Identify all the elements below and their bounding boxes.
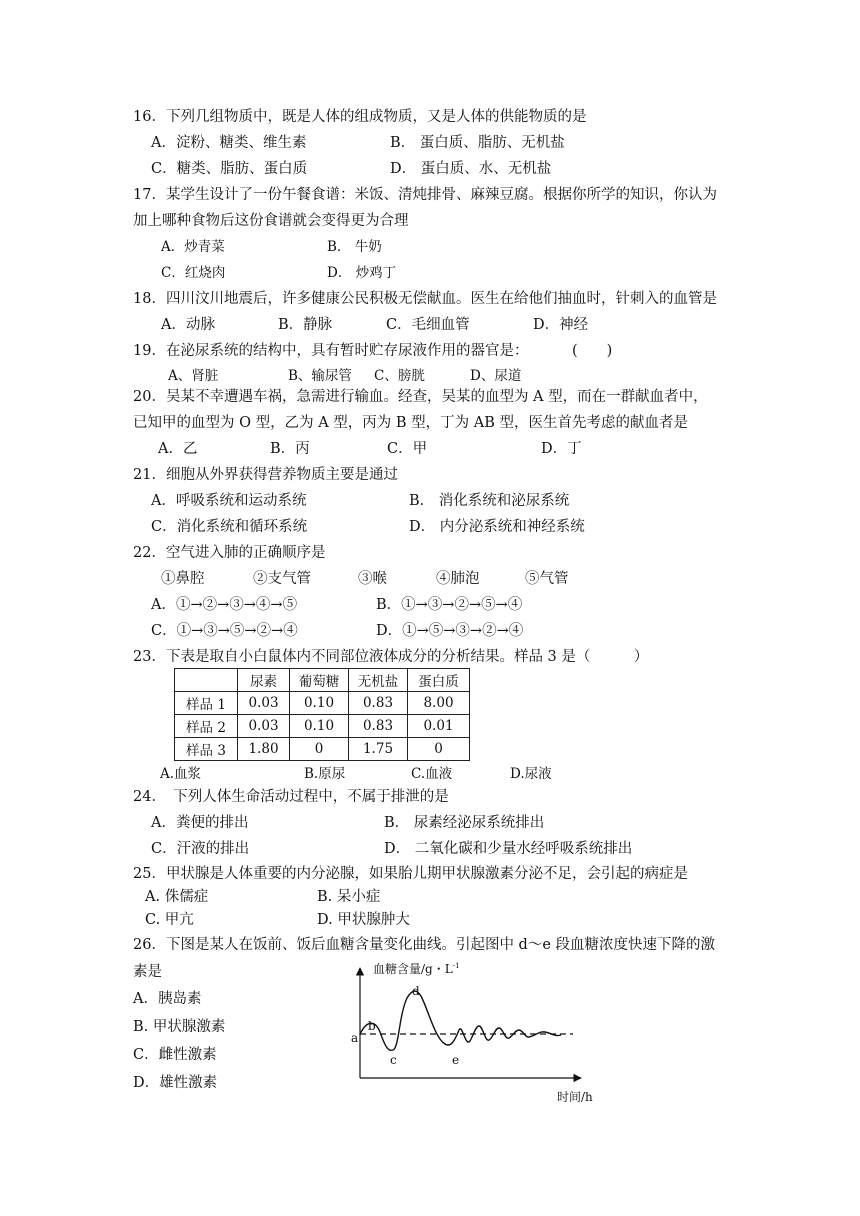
table-header-cell: 无机盐 (349, 669, 408, 692)
q16-option-a: A．淀粉、糖类、维生素 (151, 135, 307, 151)
table-row (175, 738, 470, 761)
q17-stem-line1: 17．某学生设计了一份午餐食谱：米饭、清炖排骨、麻辣豆腐。根据你所学的知识，你认为 (133, 187, 717, 203)
point-label-e: e (452, 1053, 460, 1067)
q16-option-c: C．糖类、脂肪、蛋白质 (151, 161, 308, 177)
table-cell: 样品 2 (175, 715, 238, 738)
q24-option-b: B． 尿素经泌尿系统排出 (384, 815, 545, 831)
q19-answer-bracket: ( ) (572, 343, 613, 359)
point-label-c: c (390, 1053, 397, 1067)
q25-option-b: B. 呆小症 (317, 889, 381, 905)
q26-stem-line1: 26．下图是某人在饭前、饭后血糖含量变化曲线。引起图中 d～e 段血糖浓度快速下降的激 (133, 937, 716, 953)
q26-option-b: B. 甲状腺激素 (133, 1019, 226, 1035)
q21-option-c: C．消化系统和循环系统 (151, 519, 308, 535)
q25-option-a: A. 侏儒症 (145, 889, 209, 905)
q22-option-d: D．①→⑤→③→②→④ (376, 623, 524, 639)
point-label-d: d (412, 984, 420, 998)
q20-option-c: C．甲 (387, 441, 428, 457)
q25-option-d: D. 甲状腺肿大 (317, 912, 410, 928)
q26-option-c: C．雌性激素 (133, 1047, 217, 1063)
table-cell: 0.03 (238, 715, 290, 738)
q17-option-c: C．红烧肉 (161, 265, 226, 281)
q24-stem: 24． 下列人体生命活动过程中，不属于排泄的是 (133, 789, 449, 805)
table-cell: 0.01 (408, 715, 470, 738)
q22-item-1: ①鼻腔 (161, 571, 205, 587)
q20-stem-line1: 20．吴某不幸遭遇车祸，急需进行输血。经查，吴某的血型为 A 型，而在一群献血者中， (133, 389, 708, 405)
table-cell: 0.83 (349, 715, 408, 738)
q18-option-c: C．毛细血管 (386, 317, 470, 333)
q19-stem: 19．在泌尿系统的结构中，具有暂时贮存尿液作用的器官是： (133, 343, 529, 359)
q18-stem: 18．四川汶川地震后，许多健康公民积极无偿献血。医生在给他们抽血时，针刺入的血管是 (133, 291, 717, 307)
q19-option-b: B、输尿管 (288, 368, 352, 384)
q22-option-c: C．①→③→⑤→②→④ (151, 623, 298, 639)
q17-option-b: B． 牛奶 (327, 239, 382, 255)
q21-option-b: B． 消化系统和泌尿系统 (409, 493, 570, 509)
q20-stem-line2: 已知甲的血型为 O 型，乙为 A 型，丙为 B 型，丁为 AB 型，医生首先考虑的献血者是 (133, 415, 689, 431)
q22-item-3: ③喉 (358, 571, 387, 587)
table-cell: 样品 1 (175, 692, 238, 715)
q21-option-d: D． 内分泌系统和神经系统 (409, 519, 585, 535)
q20-option-a: A．乙 (158, 441, 198, 457)
table-row (175, 715, 470, 738)
q16-stem: 16．下列几组物质中，既是人体的组成物质，又是人体的供能物质的是 (133, 109, 587, 125)
table-cell: 8.00 (408, 692, 470, 715)
q26-stem-line2: 素是 (133, 964, 162, 980)
q16-option-b: B． 蛋白质、脂肪、无机盐 (390, 135, 565, 151)
q23-stem: 23．下表是取自小白鼠体内不同部位液体成分的分析结果。样品 3 是（ ） (133, 649, 649, 665)
q25-option-c: C. 甲亢 (145, 912, 194, 928)
q19-option-c: C、膀胱 (374, 368, 425, 384)
q19-option-d: D、尿道 (470, 368, 522, 384)
table-cell: 1.80 (238, 738, 290, 761)
q22-option-b: B．①→③→②→⑤→④ (376, 597, 523, 613)
q21-option-a: A．呼吸系统和运动系统 (151, 493, 307, 509)
q22-stem: 22．空气进入肺的正确顺序是 (133, 545, 326, 561)
q22-option-a: A．①→②→③→④→⑤ (151, 597, 298, 613)
q24-option-d: D． 二氧化碳和少量水经呼吸系统排出 (384, 841, 633, 857)
table-cell: 0.83 (349, 692, 408, 715)
q21-stem: 21．细胞从外界获得营养物质主要是通过 (133, 467, 398, 483)
q18-option-d: D．神经 (533, 317, 589, 333)
q23-data-table (174, 668, 470, 761)
blood-glucose-curve-figure (345, 960, 595, 1110)
q22-item-4: ④肺泡 (436, 571, 480, 587)
point-label-b: b (368, 1019, 376, 1033)
table-cell: 0 (290, 738, 349, 761)
table-cell: 样品 3 (175, 738, 238, 761)
table-header-cell: 蛋白质 (408, 669, 470, 692)
q26-option-a: A．胰岛素 (133, 991, 202, 1007)
x-axis-label: 时间/h (557, 1090, 593, 1104)
q18-option-b: B．静脉 (278, 317, 333, 333)
table-header-cell (175, 669, 238, 692)
q24-option-c: C．汗液的排出 (151, 841, 250, 857)
q26-option-d: D．雄性激素 (133, 1075, 218, 1091)
q24-option-a: A．粪便的排出 (151, 815, 249, 831)
blood-glucose-curve (360, 991, 561, 1050)
table-cell: 0 (408, 738, 470, 761)
q20-option-b: B．丙 (270, 441, 310, 457)
table-row (175, 692, 470, 715)
table-header-row (175, 669, 470, 692)
q17-option-a: A．炒青菜 (161, 239, 225, 255)
q17-option-d: D． 炒鸡丁 (327, 265, 397, 281)
table-cell: 0.03 (238, 692, 290, 715)
table-header-cell: 尿素 (238, 669, 290, 692)
q25-stem: 25．甲状腺是人体重要的内分泌腺，如果胎儿期甲状腺激素分泌不足，会引起的病症是 (133, 866, 688, 882)
q20-option-d: D．丁 (541, 441, 582, 457)
table-cell: 1.75 (349, 738, 408, 761)
q22-item-2: ②支气管 (253, 571, 311, 587)
q23-option-d: D.尿液 (510, 766, 552, 782)
table-cell: 0.10 (290, 715, 349, 738)
y-axis-label: 血糖含量/g・$L^{-1}$ (373, 962, 460, 976)
table-cell: 0.10 (290, 692, 349, 715)
q23-option-b: B.原尿 (304, 766, 346, 782)
q22-item-5: ⑤气管 (525, 571, 569, 587)
q17-stem-line2: 加上哪种食物后这份食谱就会变得更为合理 (133, 213, 409, 229)
q23-option-c: C.血液 (411, 766, 453, 782)
q23-option-a: A.血浆 (160, 766, 202, 782)
point-label-a: a (351, 1031, 359, 1045)
q19-option-a: A、肾脏 (168, 368, 219, 384)
table-header-cell: 葡萄糖 (290, 669, 349, 692)
q16-option-d: D． 蛋白质、水、无机盐 (390, 161, 552, 177)
q18-option-a: A．动脉 (161, 317, 215, 333)
